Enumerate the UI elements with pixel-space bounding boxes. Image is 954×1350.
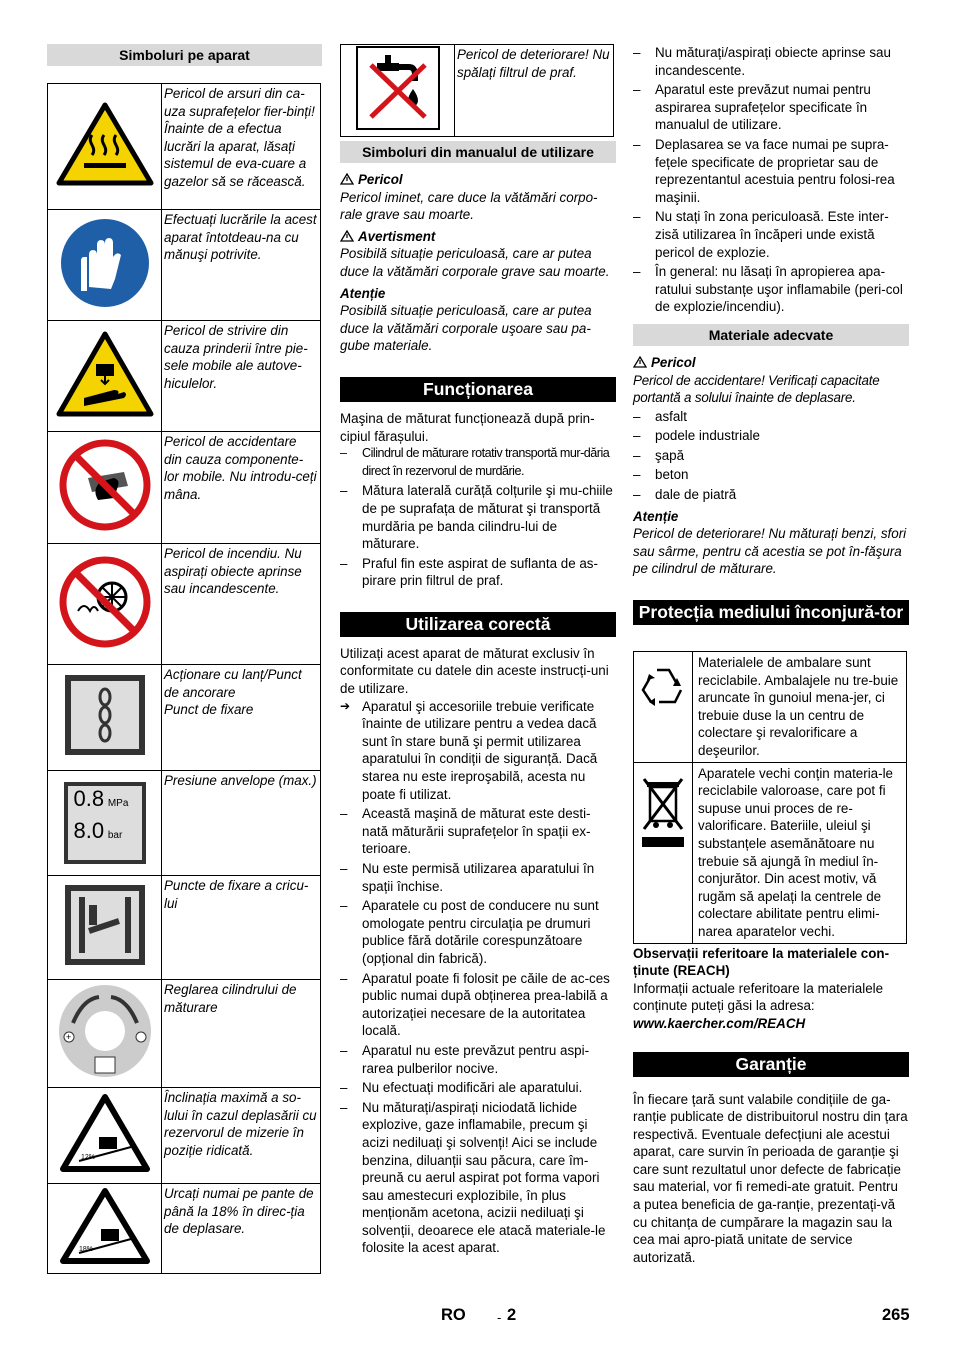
warning-label: Avertisment [358, 228, 436, 244]
list-item: – Aparatul este prevăzut numai pentru aspirarea suprafețelor specificate în manualul de utilizare. [633, 81, 909, 134]
column-2 [340, 44, 616, 1257]
environment-table [633, 651, 907, 944]
list-item: – Aparatul poate fi folosit pe căile de ac-ces public numai după obținerea prea-labilă a autorizației necesare de la autoritatea locală. [340, 970, 616, 1040]
table-row [48, 771, 321, 876]
usage-intro: Utilizați acest aparat de măturat exclusiv în conformitate cu datele din aceste instrucți-uni de utilizare. [340, 645, 609, 697]
materials-danger-text: Pericol de accidentare! Verificați capacitate portantă a solului înainte de deplasare. [633, 372, 880, 406]
list-item: – asfalt [633, 408, 909, 426]
manual-symbols-heading: Simboluri din manualul de utilizare [340, 141, 616, 163]
tyre-pressure-icon [64, 782, 146, 864]
reach-url[interactable]: www.kaercher.com/REACH [633, 1015, 806, 1031]
table-row [48, 432, 321, 544]
table-row [48, 210, 321, 321]
list-item: – Deplasarea se va face numai pe supra-fețele specificate de proprietar sau de reprezentantul acestuia pentru folosi-rea maşinii. [633, 136, 909, 206]
list-item: – Nu măturați/aspirați obiecte aprinse sau incandescente. [633, 44, 909, 79]
materials-caution-label: Atenție [633, 508, 679, 524]
filter-symbol-table [340, 44, 614, 137]
table-row [48, 321, 321, 432]
slope-label-a: 12% [80, 1154, 95, 1162]
jack-point-icon [63, 883, 147, 967]
column-3 [633, 44, 909, 1266]
environment-heading: Protecția mediului înconjură-tor [633, 600, 909, 625]
list-item: – Nu efectuați modificări ale aparatului. [340, 1079, 616, 1097]
table-row [634, 762, 907, 943]
materials-caution-text: Pericol de deteriorare! Nu măturați benzi, sfori sau sârme, pentru că acestia se pot în-făşura pe cilindrul de măturare. [633, 526, 907, 577]
list-item: – Această maşină de măturat este desti-nată măturării suprafețelor în spații ex-terioare. [340, 805, 616, 858]
footer-section-number: 2 [507, 1306, 517, 1324]
column-1 [47, 44, 322, 1274]
caution-label: Atenție [340, 285, 386, 301]
crush-hand-icon [56, 330, 154, 418]
filter-symbol-text: Pericol de deteriorare! Nu spălați filtrul de praf. [455, 45, 614, 137]
list-item: – Nu este permisă utilizarea aparatului în spații închise. [340, 860, 616, 895]
function-heading: Funcționarea [340, 377, 616, 402]
list-item: – podele industriale [633, 427, 909, 445]
device-symbols-table [47, 83, 321, 1274]
table-row [48, 665, 321, 771]
danger-text: Pericol iminet, care duce la vătămări corpo-rale grave sau moarte. [340, 189, 598, 223]
table-row [341, 45, 614, 137]
warning-triangle-icon [340, 173, 354, 185]
reach-text: Informații actuale referitoare la materialele conținute puteți găsi la adresa: [633, 980, 884, 1014]
table-row [48, 84, 321, 210]
pressure-unit-1: MPa [107, 798, 129, 809]
symbol-text: Pericol de accidentare din cauza componente-lor mobile. Nu introdu-ceți mâna. [162, 432, 321, 544]
symbol-text: Urcați numai pe pante de până la 18% în direc-ția de deplasare. [162, 1184, 321, 1274]
usage-heading: Utilizarea corectă [340, 612, 616, 637]
footer-separator: - [497, 1310, 502, 1325]
table-row [48, 1184, 321, 1274]
table-row [48, 876, 321, 980]
symbol-text: Pericol de arsuri din ca-uza suprafețelor fier-binți! Înainte de a efectua lucrări la aparat, lăsați sistemul de eva-cuare a gazelor să se răcească. [162, 84, 321, 210]
symbol-text: Reglarea cilindrului de măturare [162, 980, 321, 1088]
slope-18-icon [59, 1187, 151, 1265]
list-item: – şapă [633, 447, 909, 465]
table-row [48, 1088, 321, 1184]
slope-tilt-icon [59, 1093, 151, 1173]
warning-triangle-icon [633, 356, 647, 368]
symbol-text: Înclinația maximă a so-lului în cazul deplasării cu rezervorul de mizerie în poziție ridicată. [162, 1088, 321, 1184]
symbol-text: Puncte de fixare a cricu-lui [162, 876, 321, 980]
page-footer [0, 1307, 954, 1327]
recycle-icon [637, 662, 689, 714]
function-intro: Maşina de măturat funcționează după prin-cipiul fărașului. [340, 410, 595, 444]
usage-arrow-item: ➔ Aparatul şi accesoriile trebuie verificate înainte de utilizare pentru a vedea dacă sunt în stare bună şi permit utilizarea aparatului în condiții de siguranță. Dacă starea nu este ireproşabilă, acesta nu poate fi utilizat. [340, 698, 616, 804]
list-item: – Cilindrul de măturare rotativ transportă mur-dăria direct în rezervorul de murdărie. [340, 445, 616, 480]
footer-page-number: 265 [882, 1306, 910, 1324]
warning-triangle-icon [340, 230, 354, 242]
pressure-value-2: 8.0 [73, 818, 105, 843]
list-item: – Nu stați în zona periculoasă. Este inter-zisă utilizarea în încăperi unde există pericol de explozie. [633, 208, 909, 261]
list-item: – Aparatele cu post de conducere nu sunt omologate pentru circulația pe drumuri publice fără dotările corespunzătoare (opțional din fabrică). [340, 897, 616, 967]
symbol-text: Acționare cu lanț/Punct de ancorare Punct de fixare [162, 665, 321, 771]
symbol-text: Pericol de strivire din cauza prinderii între pie-sele mobile ale autove-hiculelor. [162, 321, 321, 432]
list-item: – dale de piatră [633, 486, 909, 504]
list-item: – Praful fin este aspirat de suflanta de as-pirare prin filtrul de praf. [340, 555, 616, 590]
pressure-unit-2: bar [107, 830, 123, 841]
danger-label: Pericol [358, 172, 403, 187]
warning-text: Posibilă situație periculoasă, care ar putea duce la vătămări corporale grave sau moarte. [340, 246, 610, 279]
roller-adjust-icon [57, 983, 153, 1079]
symbol-text: Presiune anvelope (max.) [162, 771, 321, 876]
pressure-value-1: 0.8 [73, 786, 105, 811]
no-burning-objects-icon [58, 555, 152, 649]
symbol-text: Pericol de incendiu. Nu aspirați obiecte aprinse sau incandescente. [162, 544, 321, 665]
materials-danger-label: Pericol [651, 354, 696, 370]
list-item: – Mătura laterală curăță colțurile şi mu-chiile de pe suprafața de măturat şi transportă murdăria pe banda cilindru-lui de măturare. [340, 482, 616, 552]
slope-label-b: 18% [78, 1246, 93, 1254]
warranty-text: În fiecare țară sunt valabile condițiile de ga-ranție publicate de distribuitorul nostru din țara respectivă. Eventuale defecțiuni ale acestui aparat, care survin în perioada de garanție şi care sunt rezultatul unor defecte de fabricație sau material, vor fi remedi-ate gratuit. Pentru a putea beneficia de ga-ranție, prezentați-vă cu chitanța de cumpărare la magazin sau la cea mai apro-piată unitate de service autorizată. [633, 1091, 908, 1265]
gloves-icon [59, 217, 151, 309]
reach-title: Observații referitoare la materialele con-ținute (REACH) [633, 945, 890, 979]
footer-language: RO [441, 1306, 466, 1324]
hot-surface-icon [56, 101, 154, 187]
caution-text: Posibilă situație periculoasă, care ar putea duce la vătămări corporale uşoare sau pa-gube materiale. [340, 303, 592, 354]
chain-anchor-icon [63, 673, 147, 757]
svg-text:+: + [65, 1032, 71, 1043]
list-item: – Nu măturați/aspirați niciodată lichide explozive, gaze inflamabile, precum şi acizi nediluați şi solvenți! Aici se include benzina, diluanții sau păcura, care îm-preună cu aerul aspirat pot forma vapori sau amestecuri explozibile, în plus menționăm acetona, acizii nediluați şi solvenții, deoarece ele atacă materiale-le folosite la acest aparat. [340, 1099, 616, 1257]
table-row [634, 652, 907, 763]
symbol-text: Efectuați lucrările la acest aparat întotdeau-na cu mănuşi potrivite. [162, 210, 321, 321]
env-text: Aparatele vechi conțin materia-le reciclabile valoroase, care pot fi supuse unui proces de re-valorificare. Bateriile, uleiul şi substanțele asemănătoare nu trebuie să ajungă în mediul în-conjurător. Din acest motiv, vă rugăm să apelați la centrele de colectare abilitate pentru elimi-narea aparatelor vechi. [693, 762, 907, 943]
crossed-bin-icon [638, 773, 688, 853]
warranty-heading: Garanție [633, 1052, 909, 1077]
no-wash-filter-icon [355, 45, 441, 131]
table-row [48, 544, 321, 665]
no-hand-icon [58, 438, 152, 532]
device-symbols-heading: Simboluri pe aparat [47, 44, 322, 66]
list-item: – În general: nu lăsați în apropierea apa-ratului substanțe uşor inflamabile (peri-col de explozie/incendiu). [633, 263, 909, 316]
env-text: Materialele de ambalare sunt reciclabile. Ambalajele nu tre-buie aruncate în gunoiul mena-jer, ci trebuie duse la un centru de colectare şi revalorificare a deşeurilor. [693, 652, 907, 763]
materials-heading: Materiale adecvate [633, 324, 909, 346]
list-item: – beton [633, 466, 909, 484]
list-item: – Aparatul nu este prevăzut pentru aspi-rarea pulberilor nocive. [340, 1042, 616, 1077]
table-row [48, 980, 321, 1088]
